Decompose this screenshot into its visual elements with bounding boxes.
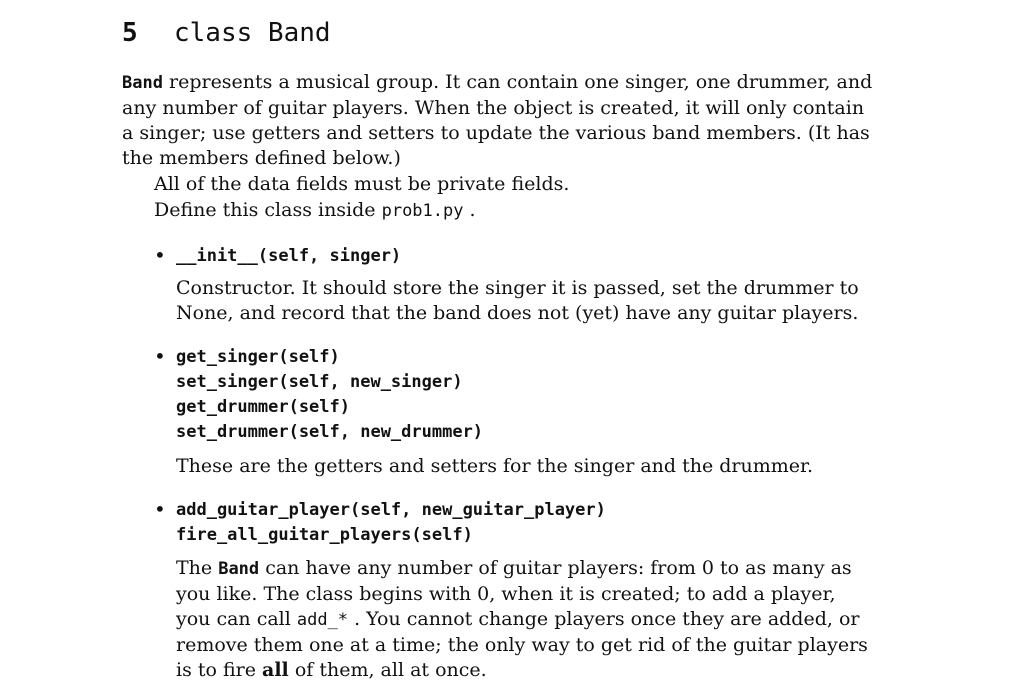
intro-line-1 <box>122 70 873 96</box>
define-prefix: Define this class inside <box>154 199 382 221</box>
intro-paragraph <box>122 70 873 171</box>
desc-line: you like. The class begins with 0, when it is created; to add a player, <box>176 583 836 605</box>
method-pattern-code: add_* <box>296 610 349 630</box>
desc-line <box>176 607 860 633</box>
section-heading <box>122 17 331 49</box>
bullet-marker: • <box>154 497 166 521</box>
bullet-description <box>176 454 860 479</box>
private-fields-note: All of the data fields must be private fields. <box>154 173 570 195</box>
class-name-code: Band <box>122 73 163 93</box>
section-title: class Band <box>174 18 331 48</box>
define-suffix: . <box>463 199 476 221</box>
desc-text: is to fire <box>176 659 263 681</box>
method-signature: get_drummer(self) <box>176 397 350 417</box>
desc-text: you can call <box>176 608 297 630</box>
bullet-description <box>176 276 860 326</box>
section-number: 5 <box>122 18 138 48</box>
method-signature: get_singer(self) <box>176 347 340 367</box>
intro-line-3: a singer; use getters and setters to update the various band members. (It has <box>122 122 870 144</box>
class-name-code: Band <box>218 559 260 579</box>
method-signature: set_singer(self, new_singer) <box>176 372 463 392</box>
desc-text: can have any number of guitar players: from 0 to as many as <box>259 557 852 579</box>
desc-text: of them, all at once. <box>288 659 487 681</box>
intro-line-2: any number of guitar players. When the object is created, it will only contain <box>122 97 865 119</box>
emphasis-text: all <box>262 659 289 681</box>
define-class-note <box>154 198 476 224</box>
desc-line: None, and record that the band does not (yet) have any guitar players. <box>176 302 859 324</box>
desc-line: Constructor. It should store the singer it is passed, set the drummer to <box>176 277 859 299</box>
method-signature-list <box>176 345 483 445</box>
method-signature: __init__(self, singer) <box>176 246 402 266</box>
method-signature: add_guitar_player(self, new_guitar_player) <box>176 500 606 520</box>
bullet-description <box>176 556 868 683</box>
method-signature: fire_all_guitar_players(self) <box>176 525 473 545</box>
method-signature: set_drummer(self, new_drummer) <box>176 422 484 442</box>
desc-text: The <box>176 557 219 579</box>
desc-text: . You cannot change players once they are added, or <box>348 608 860 630</box>
desc-line <box>176 556 860 582</box>
bullet-marker: • <box>154 243 166 267</box>
desc-line <box>176 658 860 683</box>
desc-line: remove them one at a time; the only way to get rid of the guitar players <box>176 634 868 656</box>
filename-code: prob1.py <box>381 201 464 221</box>
method-signature-list <box>176 498 606 548</box>
desc-line: These are the getters and setters for the singer and the drummer. <box>176 455 814 477</box>
bullet-marker: • <box>154 344 166 368</box>
intro-line-4: the members defined below.) <box>122 147 401 169</box>
intro-text-1: represents a musical group. It can contain one singer, one drummer, and <box>162 71 873 93</box>
